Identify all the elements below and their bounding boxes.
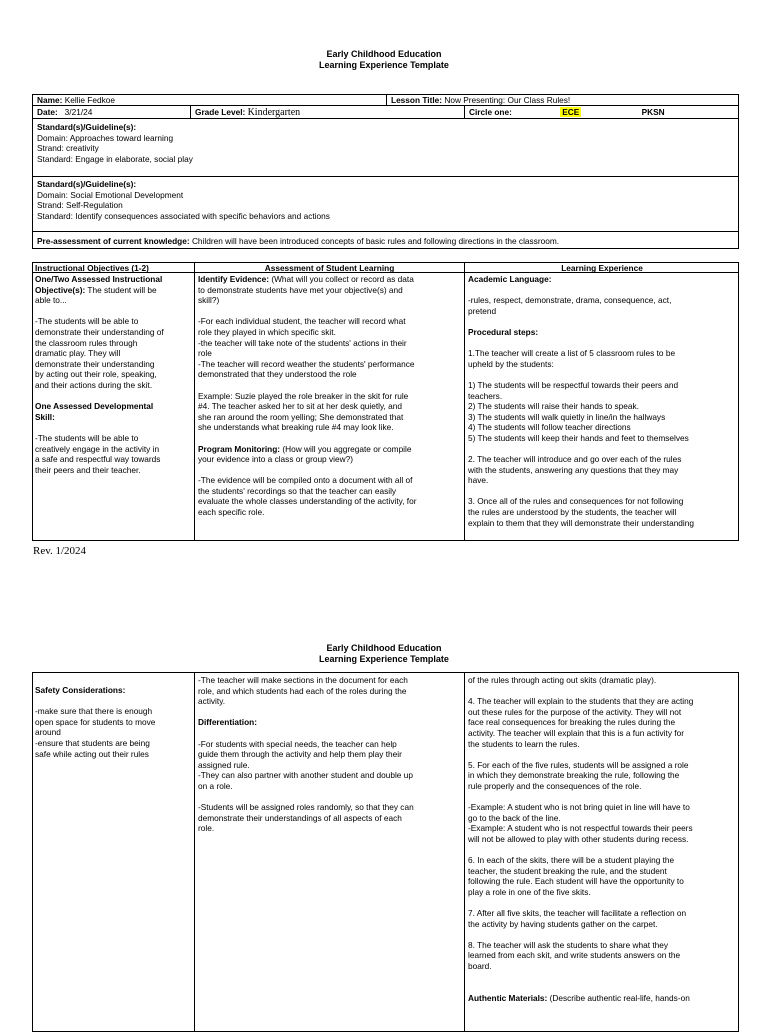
pre-assessment: Pre-assessment of current knowledge: Children will have been introduced concepts of basic rules and following directions in the classroom.: [37, 236, 560, 246]
document-title: Early Childhood Education Learning Experience Template: [319, 49, 449, 70]
date-field: Date: 3/21/24: [37, 107, 93, 117]
col-header-assessment: Assessment of Student Learning: [264, 263, 395, 273]
ece-option: ECE: [562, 107, 580, 117]
circle-one-field: Circle one: ECE PKSN: [469, 107, 665, 117]
grade-level-field: Grade Level: Kindergarten: [195, 107, 301, 118]
standard-2: Standard(s)/Guideline(s): Domain: Social Emotional Development Strand: Self-Regulation Standard: Identify consequences associated with specific behaviors and actions: [37, 179, 330, 221]
name-field: Name: Kellie Fedkoe: [37, 95, 115, 105]
differentiation-cell: -The teacher will make sections in the document for each role, and which students had each of the roles during the activity. Differentiation: -For students with special needs, the teacher can help guide them through the activity and help them play their assigned rule. -They can also partner with another student and double up on a role. -Students will be assigned roles randomly, so that they can demonstrate their understandings of all aspects of each role.: [198, 675, 414, 834]
learning-experience-cont-cell: of the rules through acting out skits (dramatic play). 4. The teacher will explain to the students that they are acting out these rules for the purpose of the activity. They will not face real consequences for breaking the rules during the activity. The teacher will explain that this is a fun activity for the students to learn the rules. 5. For each of the five rules, students will be assigned a role in which they demonstrate breaking the rule, following the rule properly and the consequences of the role. -Example: A student who is not bring quiet in line will have to go to the back of the line. -Example: A student who is not respectful towards their peers will not be allowed to play with other students during recess. 6. In each of the skits, there will be a student playing the teacher, the student breaking the rule, and the student following the rule. Each student will have the opportunity to play a role in one of the five skits. 7. After all five skits, the teacher will facilitate a reflection on the activity by having students gather on the carpet. 8. The teacher will ask the students to share what they learned from each skit, and write students answers on the board. Authentic Materials: (Describe authentic real-life, hands-on: [468, 675, 694, 1003]
assessment-cell: Identify Evidence: (What will you collect or record as data to demonstrate students have met your objective(s) and skill?) -For each individual student, the teacher will record what role they played in which specific skit. -the teacher will take note of the students' actions in their role -The teacher will record weather the students' performance demonstrated that they understood the role Example: Suzie played the role breaker in the skit for rule #4. The teacher asked her to sit at her desk quietly, and she ran around the room yelling; She demonstrated that she understands what breaking rule #4 may look like. Program Monitoring: (How will you aggregate or compile your evidence into a class or group view?) -The evidence will be compiled onto a document with all of the students' recordings so that the teacher can easily evaluate the whole classes understanding of the activity, for each specific role.: [198, 274, 417, 518]
pksn-option: PKSN: [641, 107, 665, 117]
document-title-page2: Early Childhood Education Learning Experience Template: [319, 643, 449, 664]
objectives-cell: One/Two Assessed Instructional Objective(s): The student will be able to... -The students will be able to demonstrate their understanding of the classroom rules through dramatic play. They will demonstrate their understanding by acting out their role, speaking, and their actions during the skit. One Assessed Developmental Skill: -The students will be able to creatively engage in the activity in a safe and respectful way towards their peers and their teacher.: [35, 274, 164, 475]
safety-cell: Safety Considerations: -make sure that there is enough open space for students to move around -ensure that students are being safe while acting out their rules: [35, 685, 156, 759]
learning-experience-cell: Academic Language: -rules, respect, demonstrate, drama, consequence, act, pretend Procedural steps: 1.The teacher will create a list of 5 classroom rules to be upheld by the students: 1) The students will be respectful towards their peers and teachers. 2) The students will raise their hands to speak. 3) The students will walk quietly in line/in the hallways 4) The students will follow teacher directions 5) The students will keep their hands and feet to themselves 2. The teacher will introduce and go over each of the rules with the students, answering any questions that they may have. 3. Once all of the rules and consequences for not following the rules are understood by the students, the teacher will explain to them that they will demonstrate their understanding: [468, 274, 694, 528]
revision-footer: Rev. 1/2024: [33, 545, 87, 557]
standard-1: Standard(s)/Guideline(s): Domain: Approaches toward learning Strand: creativity Standard: Engage in elaborate, social play: [37, 122, 193, 164]
col-header-learning: Learning Experience: [561, 263, 643, 273]
lesson-title-field: Lesson Title: Now Presenting: Our Class Rules!: [391, 95, 571, 105]
col-header-objectives: Instructional Objectives (1-2): [35, 263, 149, 273]
